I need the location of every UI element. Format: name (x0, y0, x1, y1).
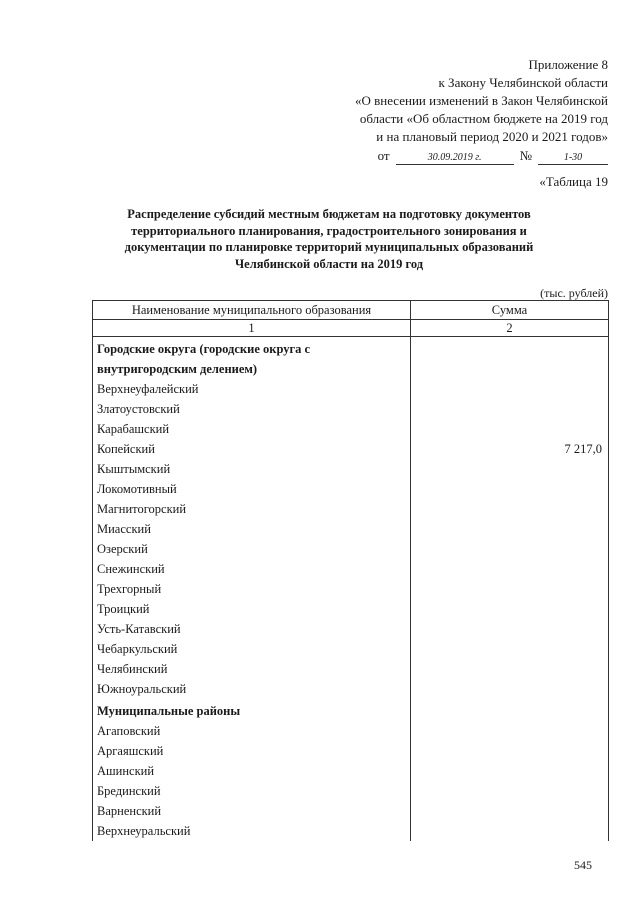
appendix-law-title-line-1: «О внесении изменений в Закон Челябинской (354, 93, 608, 108)
table-row (93, 399, 609, 419)
table-row (93, 801, 609, 821)
appendix-header (288, 56, 608, 165)
municipality-name: Магнитогорский (93, 499, 411, 519)
table-row (93, 539, 609, 559)
table-row (93, 639, 609, 659)
municipality-name: Аргаяшский (93, 741, 411, 761)
table-row (93, 439, 609, 459)
municipality-name: Трехгорный (93, 579, 411, 599)
table-row (93, 761, 609, 781)
municipality-name: Южноуральский (93, 679, 411, 699)
amount-cell (411, 801, 609, 821)
table-row (93, 721, 609, 741)
municipality-name: Агаповский (93, 721, 411, 741)
table-row (93, 679, 609, 699)
table-row (93, 579, 609, 599)
appendix-title: Приложение 8 (528, 57, 608, 72)
table-row (93, 419, 609, 439)
amount-cell (411, 821, 609, 841)
amount-cell (411, 419, 609, 439)
date-prefix: от (377, 148, 390, 163)
date-value: 30.09.2019 г. (396, 152, 514, 165)
group-name: Городские округа (городские округа с внутригородским делением) (93, 337, 411, 380)
appendix-law-title-line-3: и на плановый период 2020 и 2021 годов» (376, 129, 608, 144)
amount-cell (411, 399, 609, 419)
header-municipality: Наименование муниципального образования (93, 301, 411, 320)
table-row (93, 741, 609, 761)
amount-cell (411, 579, 609, 599)
amount-cell (411, 559, 609, 579)
municipality-name: Троицкий (93, 599, 411, 619)
table-body (93, 337, 609, 842)
amount-cell (411, 659, 609, 679)
amount-cell (411, 337, 609, 380)
amount-cell (411, 761, 609, 781)
appendix-law-reference: к Закону Челябинской области (438, 75, 608, 90)
table-group-row (93, 699, 609, 721)
municipality-name: Челябинский (93, 659, 411, 679)
municipality-name: Кыштымский (93, 459, 411, 479)
municipality-name: Ашинский (93, 761, 411, 781)
amount-cell (411, 639, 609, 659)
table-row (93, 519, 609, 539)
municipality-name: Копейский (93, 439, 411, 459)
number-value: 1-30 (538, 152, 608, 165)
municipality-name: Миасский (93, 519, 411, 539)
table-label: «Таблица 19 (539, 174, 608, 189)
amount-cell (411, 619, 609, 639)
column-number-2: 2 (411, 320, 609, 337)
table-header-row (93, 301, 609, 320)
units-label: (тыс. рублей) (540, 286, 608, 300)
document-title: Распределение субсидий местным бюджетам на подготовку документов территориального планирования, градостроительного зонирования и документации по планировке территорий муниципальных образований Челябинской области на 2019 год (124, 207, 534, 271)
amount-cell (411, 721, 609, 741)
table-row (93, 619, 609, 639)
municipality-name: Верхнеуфалейский (93, 379, 411, 399)
header-amount: Сумма (411, 301, 609, 320)
subsidy-table (92, 300, 609, 841)
municipality-name: Чебаркульский (93, 639, 411, 659)
table-row (93, 781, 609, 801)
column-number-1: 1 (93, 320, 411, 337)
amount-cell (411, 479, 609, 499)
municipality-name: Брединский (93, 781, 411, 801)
amount-cell (411, 599, 609, 619)
amount-cell (411, 459, 609, 479)
appendix-law-title-line-2: области «Об областном бюджете на 2019 год (359, 111, 608, 126)
amount-cell (411, 679, 609, 699)
table-row (93, 821, 609, 841)
table-row (93, 659, 609, 679)
table-row (93, 379, 609, 399)
municipality-name: Карабашский (93, 419, 411, 439)
municipality-name: Верхнеуральский (93, 821, 411, 841)
amount-cell: 7 217,0 (411, 439, 609, 459)
amount-cell (411, 539, 609, 559)
amount-cell (411, 699, 609, 721)
municipality-name: Варненский (93, 801, 411, 821)
column-number-row (93, 320, 609, 337)
table-row (93, 599, 609, 619)
municipality-name: Озерский (93, 539, 411, 559)
amount-cell (411, 519, 609, 539)
table-row (93, 479, 609, 499)
number-prefix: № (519, 148, 532, 163)
amount-cell (411, 781, 609, 801)
municipality-name: Локомотивный (93, 479, 411, 499)
page-number: 545 (574, 858, 592, 872)
amount-cell (411, 741, 609, 761)
table-row (93, 559, 609, 579)
municipality-name: Снежинский (93, 559, 411, 579)
appendix-date-line (288, 147, 608, 165)
municipality-name: Усть-Катавский (93, 619, 411, 639)
table-row (93, 459, 609, 479)
amount-cell (411, 379, 609, 399)
municipality-name: Златоустовский (93, 399, 411, 419)
table-group-row (93, 337, 609, 380)
group-name: Муниципальные районы (93, 699, 411, 721)
table-row (93, 499, 609, 519)
amount-cell (411, 499, 609, 519)
